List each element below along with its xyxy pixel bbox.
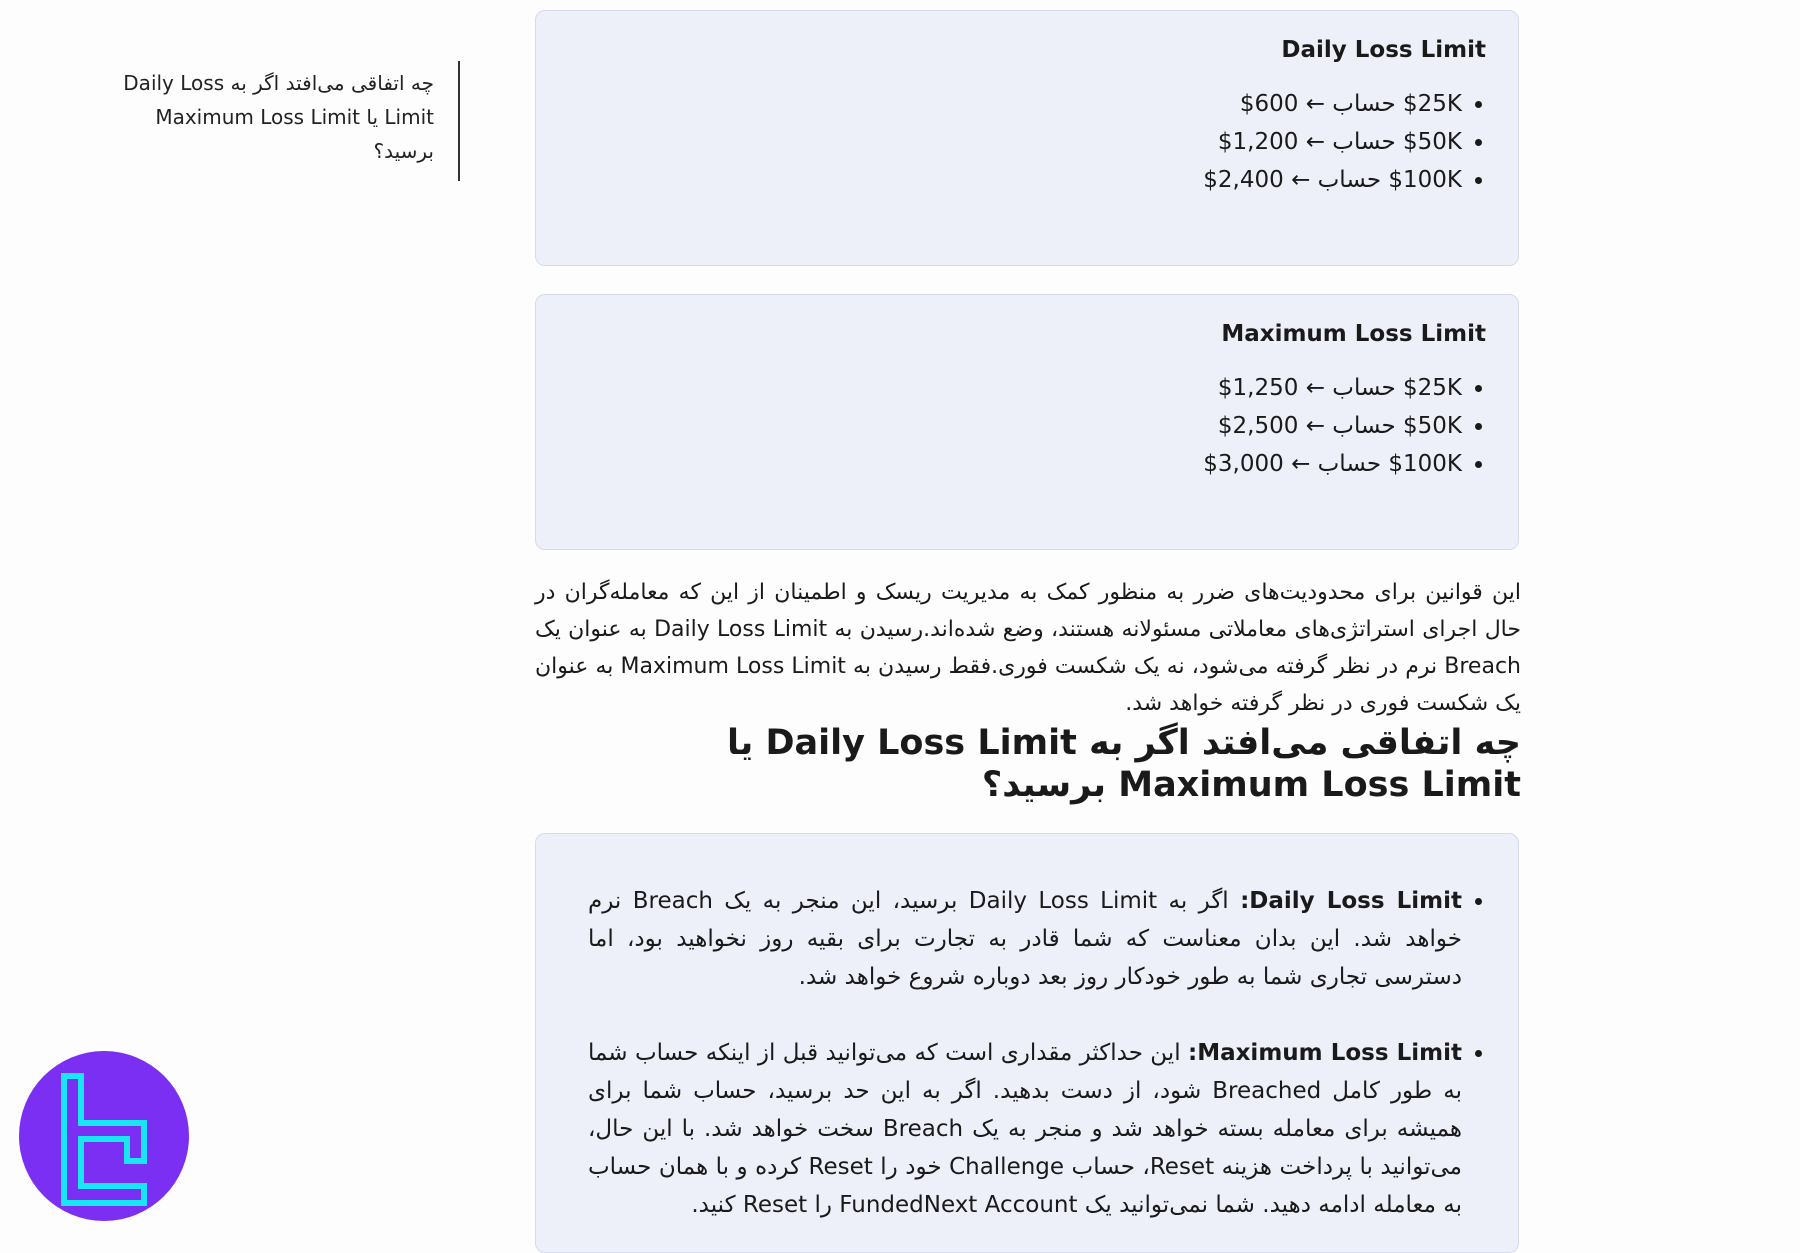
box-title: Maximum Loss Limit — [1221, 321, 1486, 347]
list-item: • $25K حساب ← 600$ — [568, 85, 1462, 123]
details-box — [535, 833, 1519, 1253]
maximum-loss-limit-box — [535, 294, 1519, 550]
list-item: • $50K حساب ← 2,500$ — [568, 407, 1462, 445]
list-item: • $50K حساب ← 1,200$ — [568, 123, 1462, 161]
description: این حداکثر مقداری است که می‌توانید قبل از اینکه حساب شما به طور کامل Breached شود، از دست بدهید. اگر به این حد برسید، حساب شما برای همیشه برای معامله بسته خواهد شد و منجر به یک Breach سخت خواهد شد. با این حال، می‌توانید با پرداخت هزینه Reset، حساب Challenge خود را Reset کرده و با همان حساب به معامله ادامه دهید. شما نمی‌توانید یک FundedNext Account را Reset کنید. — [588, 1040, 1462, 1218]
list-item: • $25K حساب ← 1,250$ — [568, 369, 1462, 407]
description: اگر به Daily Loss Limit برسید، این منجر به یک Breach نرم خواهد شد. این بدان معناست که شما قادر به تجارت برای بقیه روز نخواهید بود، اما دسترسی تجاری شما به طور خودکار روز بعد دوباره شروع خواهد شد. — [588, 888, 1462, 990]
list-item: • $100K حساب ← 2,400$ — [568, 161, 1462, 199]
list-item: • $100K حساب ← 3,000$ — [568, 445, 1462, 483]
logo-icon — [19, 1051, 189, 1221]
body-paragraph: این قوانین برای محدودیت‌های ضرر به منظور کمک به مدیریت ریسک و اطمینان از این که معامله‌گران در حال اجرای استراتژی‌های معاملاتی مسئولانه هستند، وضع شده‌اند.رسیدن به Daily Loss Limit به عنوان یک Breach نرم در نظر گرفته می‌شود، نه یک شکست فوری.فقط رسیدن به Maximum Loss Limit به عنوان یک شکست فوری در نظر گرفته خواهد شد. — [535, 580, 1521, 716]
toc-divider — [458, 61, 460, 181]
list-item — [568, 1034, 1462, 1224]
box-title: Daily Loss Limit — [1281, 37, 1486, 63]
daily-loss-limit-box — [535, 10, 1519, 266]
brand-logo — [19, 1051, 189, 1221]
toc-item-label[interactable]: چه اتفاقی می‌افتد اگر به Daily Loss Limit یا Maximum Loss Limit برسید؟ — [123, 71, 434, 163]
list-item — [568, 882, 1462, 996]
toc-link[interactable] — [120, 66, 434, 168]
term: Daily Loss Limit: — [1240, 888, 1463, 914]
term: Maximum Loss Limit: — [1187, 1040, 1462, 1066]
section-heading: چه اتفاقی می‌افتد اگر به Daily Loss Limit یا Maximum Loss Limit برسید؟ — [726, 723, 1521, 805]
